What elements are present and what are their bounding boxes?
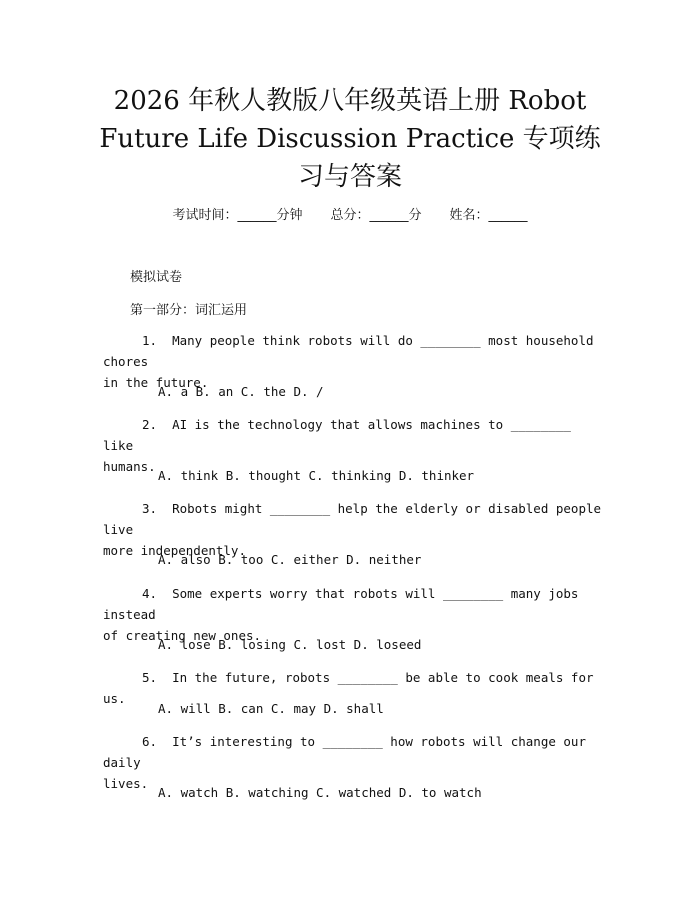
question-number: 6. (141, 734, 157, 749)
section-header: 模拟试卷 (130, 270, 183, 285)
question-2-options: A. think B. thought C. thinking D. thinker (158, 468, 475, 483)
exam-info (0, 204, 700, 223)
exam-score: 总分：______分 (330, 208, 422, 223)
exam-name: 姓名：______ (449, 208, 528, 223)
exam-time: 考试时间：______分钟 (172, 208, 303, 223)
title-line-1: 2026 年秋人教版八年级英语上册 Robot (113, 86, 587, 116)
question-number: 3. (141, 501, 157, 516)
question-text-line-1: Some experts worry that robots will ________ many jobs instead (103, 586, 586, 622)
question-text-line-2: of creating new ones. (103, 628, 262, 643)
question-text-line-1: It’s interesting to ________ how robots will change our daily (103, 734, 594, 770)
part-title: 第一部分：词汇运用 (130, 303, 248, 318)
question-3-options: A. also B. too C. either D. neither (158, 552, 422, 567)
question-number: 2. (141, 417, 157, 432)
question-4-options: A. lose B. losing C. lost D. loseed (158, 637, 422, 652)
question-text-line-2: in the future. (103, 375, 209, 390)
question-6-options: A. watch B. watching C. watched D. to watch (158, 785, 482, 800)
question-text-line-1: In the future, robots ________ be able to cook meals for us. (103, 670, 602, 706)
question-number: 1. (141, 333, 157, 348)
question-number: 5. (141, 670, 157, 685)
question-text-line-1: Robots might ________ help the elderly or disabled people live (103, 501, 609, 537)
title-line-3: 习与答案 (297, 162, 402, 192)
question-1-options: A. a B. an C. the D. / (158, 384, 324, 399)
question-text-line-1: AI is the technology that allows machines to ________ like (103, 417, 579, 453)
question-text-line-1: Many people think robots will do ________ most household chores (103, 333, 602, 369)
question-5-options: A. will B. can C. may D. shall (158, 701, 384, 716)
question-text-line-2: more independently. (103, 543, 246, 558)
question-number: 4. (141, 586, 157, 601)
question-text-line-2: humans. (103, 459, 156, 474)
document-title (0, 82, 700, 196)
question-text-line-2: lives. (103, 776, 149, 791)
title-line-2: Future Life Discussion Practice 专项练 (99, 124, 601, 154)
